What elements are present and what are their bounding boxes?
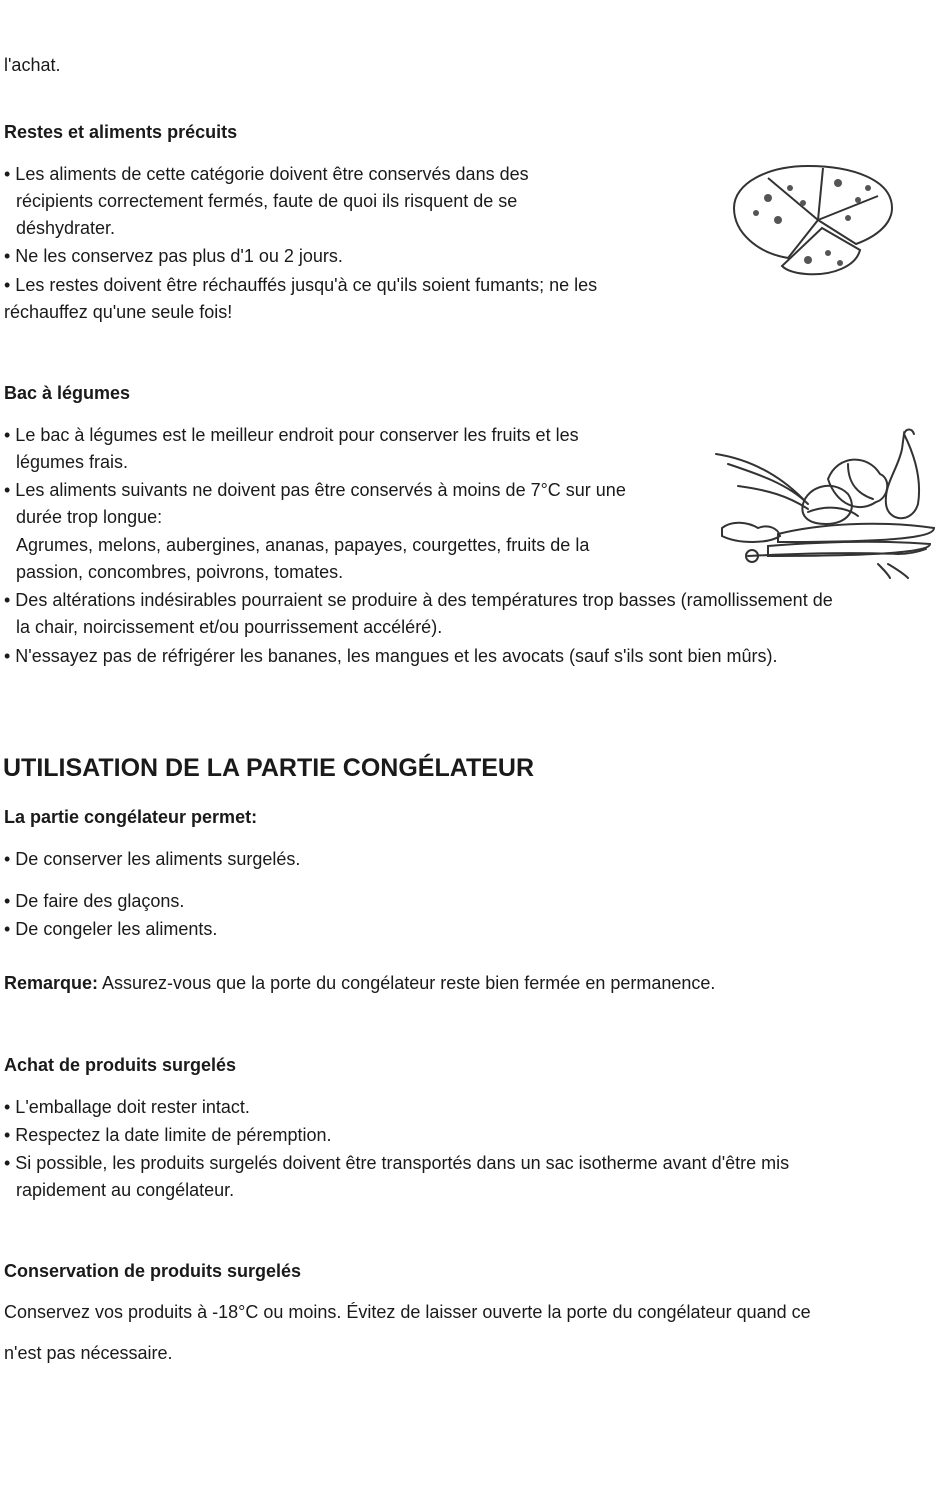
vegetables-line: Agrumes, melons, aubergines, ananas, papayes, courgettes, fruits de la [16, 535, 590, 555]
buying-line: rapidement au congélateur. [16, 1180, 235, 1200]
vegetables-line: légumes frais. [16, 452, 129, 472]
freezer-subheading: La partie congélateur permet: [4, 807, 258, 827]
vegetables-line: durée trop longue: [16, 507, 163, 527]
buying-heading: Achat de produits surgelés [4, 1055, 237, 1075]
storage-line: n'est pas nécessaire. [4, 1343, 173, 1363]
vegetables-illustration [708, 424, 942, 580]
leftovers-line: récipients correctement fermés, faute de quoi ils risquent de se [16, 191, 518, 211]
storage-line: Conservez vos produits à -18°C ou moins. Évitez de laisser ouverte la porte du congélateur quand ce [4, 1302, 811, 1322]
storage-heading: Conservation de produits surgelés [4, 1261, 302, 1281]
vegetables-line: • Le bac à légumes est le meilleur endroit pour conserver les fruits et les [4, 425, 579, 445]
vegetables-line: passion, concombres, poivrons, tomates. [16, 562, 344, 582]
leftovers-line: • Les restes doivent être réchauffés jusqu'à ce qu'ils soient fumants; ne les [4, 275, 598, 295]
freezer-item: • De congeler les aliments. [4, 919, 218, 939]
vegetables-line: • Les aliments suivants ne doivent pas être conservés à moins de 7°C sur une [4, 480, 626, 500]
vegetables-line: • N'essayez pas de réfrigérer les bananes, les mangues et les avocats (sauf s'ils sont bien mûrs). [4, 646, 778, 666]
buying-line: • Si possible, les produits surgelés doivent être transportés dans un sac isotherme avant d'être mis [4, 1153, 790, 1173]
freezer-note [4, 970, 715, 997]
note-text: Assurez-vous que la porte du congélateur reste bien fermée en permanence. [98, 973, 716, 993]
buying-line: • L'emballage doit rester intact. [4, 1097, 250, 1117]
buying-line: • Respectez la date limite de péremption. [4, 1125, 332, 1145]
freezer-title: UTILISATION DE LA PARTIE CONGÉLATEUR [3, 754, 535, 782]
freezer-item: • De faire des glaçons. [4, 891, 185, 911]
vegetables-heading: Bac à légumes [4, 383, 131, 403]
vegetables-line: • Des altérations indésirables pourraient se produire à des températures trop basses (ramollissement de [4, 590, 833, 610]
leftovers-line: déshydrater. [16, 218, 116, 238]
note-label: Remarque: [4, 973, 99, 993]
leftovers-line: réchauffez qu'une seule fois! [4, 302, 233, 322]
leftovers-heading: Restes et aliments précuits [4, 122, 238, 142]
intro-fragment: l'achat. [4, 55, 61, 75]
vegetables-line: la chair, noircissement et/ou pourrissement accéléré). [16, 617, 443, 637]
leftovers-line: • Ne les conservez pas plus d'1 ou 2 jours. [4, 246, 343, 266]
leftovers-line: • Les aliments de cette catégorie doivent être conservés dans des [4, 164, 529, 184]
freezer-item: • De conserver les aliments surgelés. [4, 849, 301, 869]
pizza-illustration [728, 158, 898, 280]
